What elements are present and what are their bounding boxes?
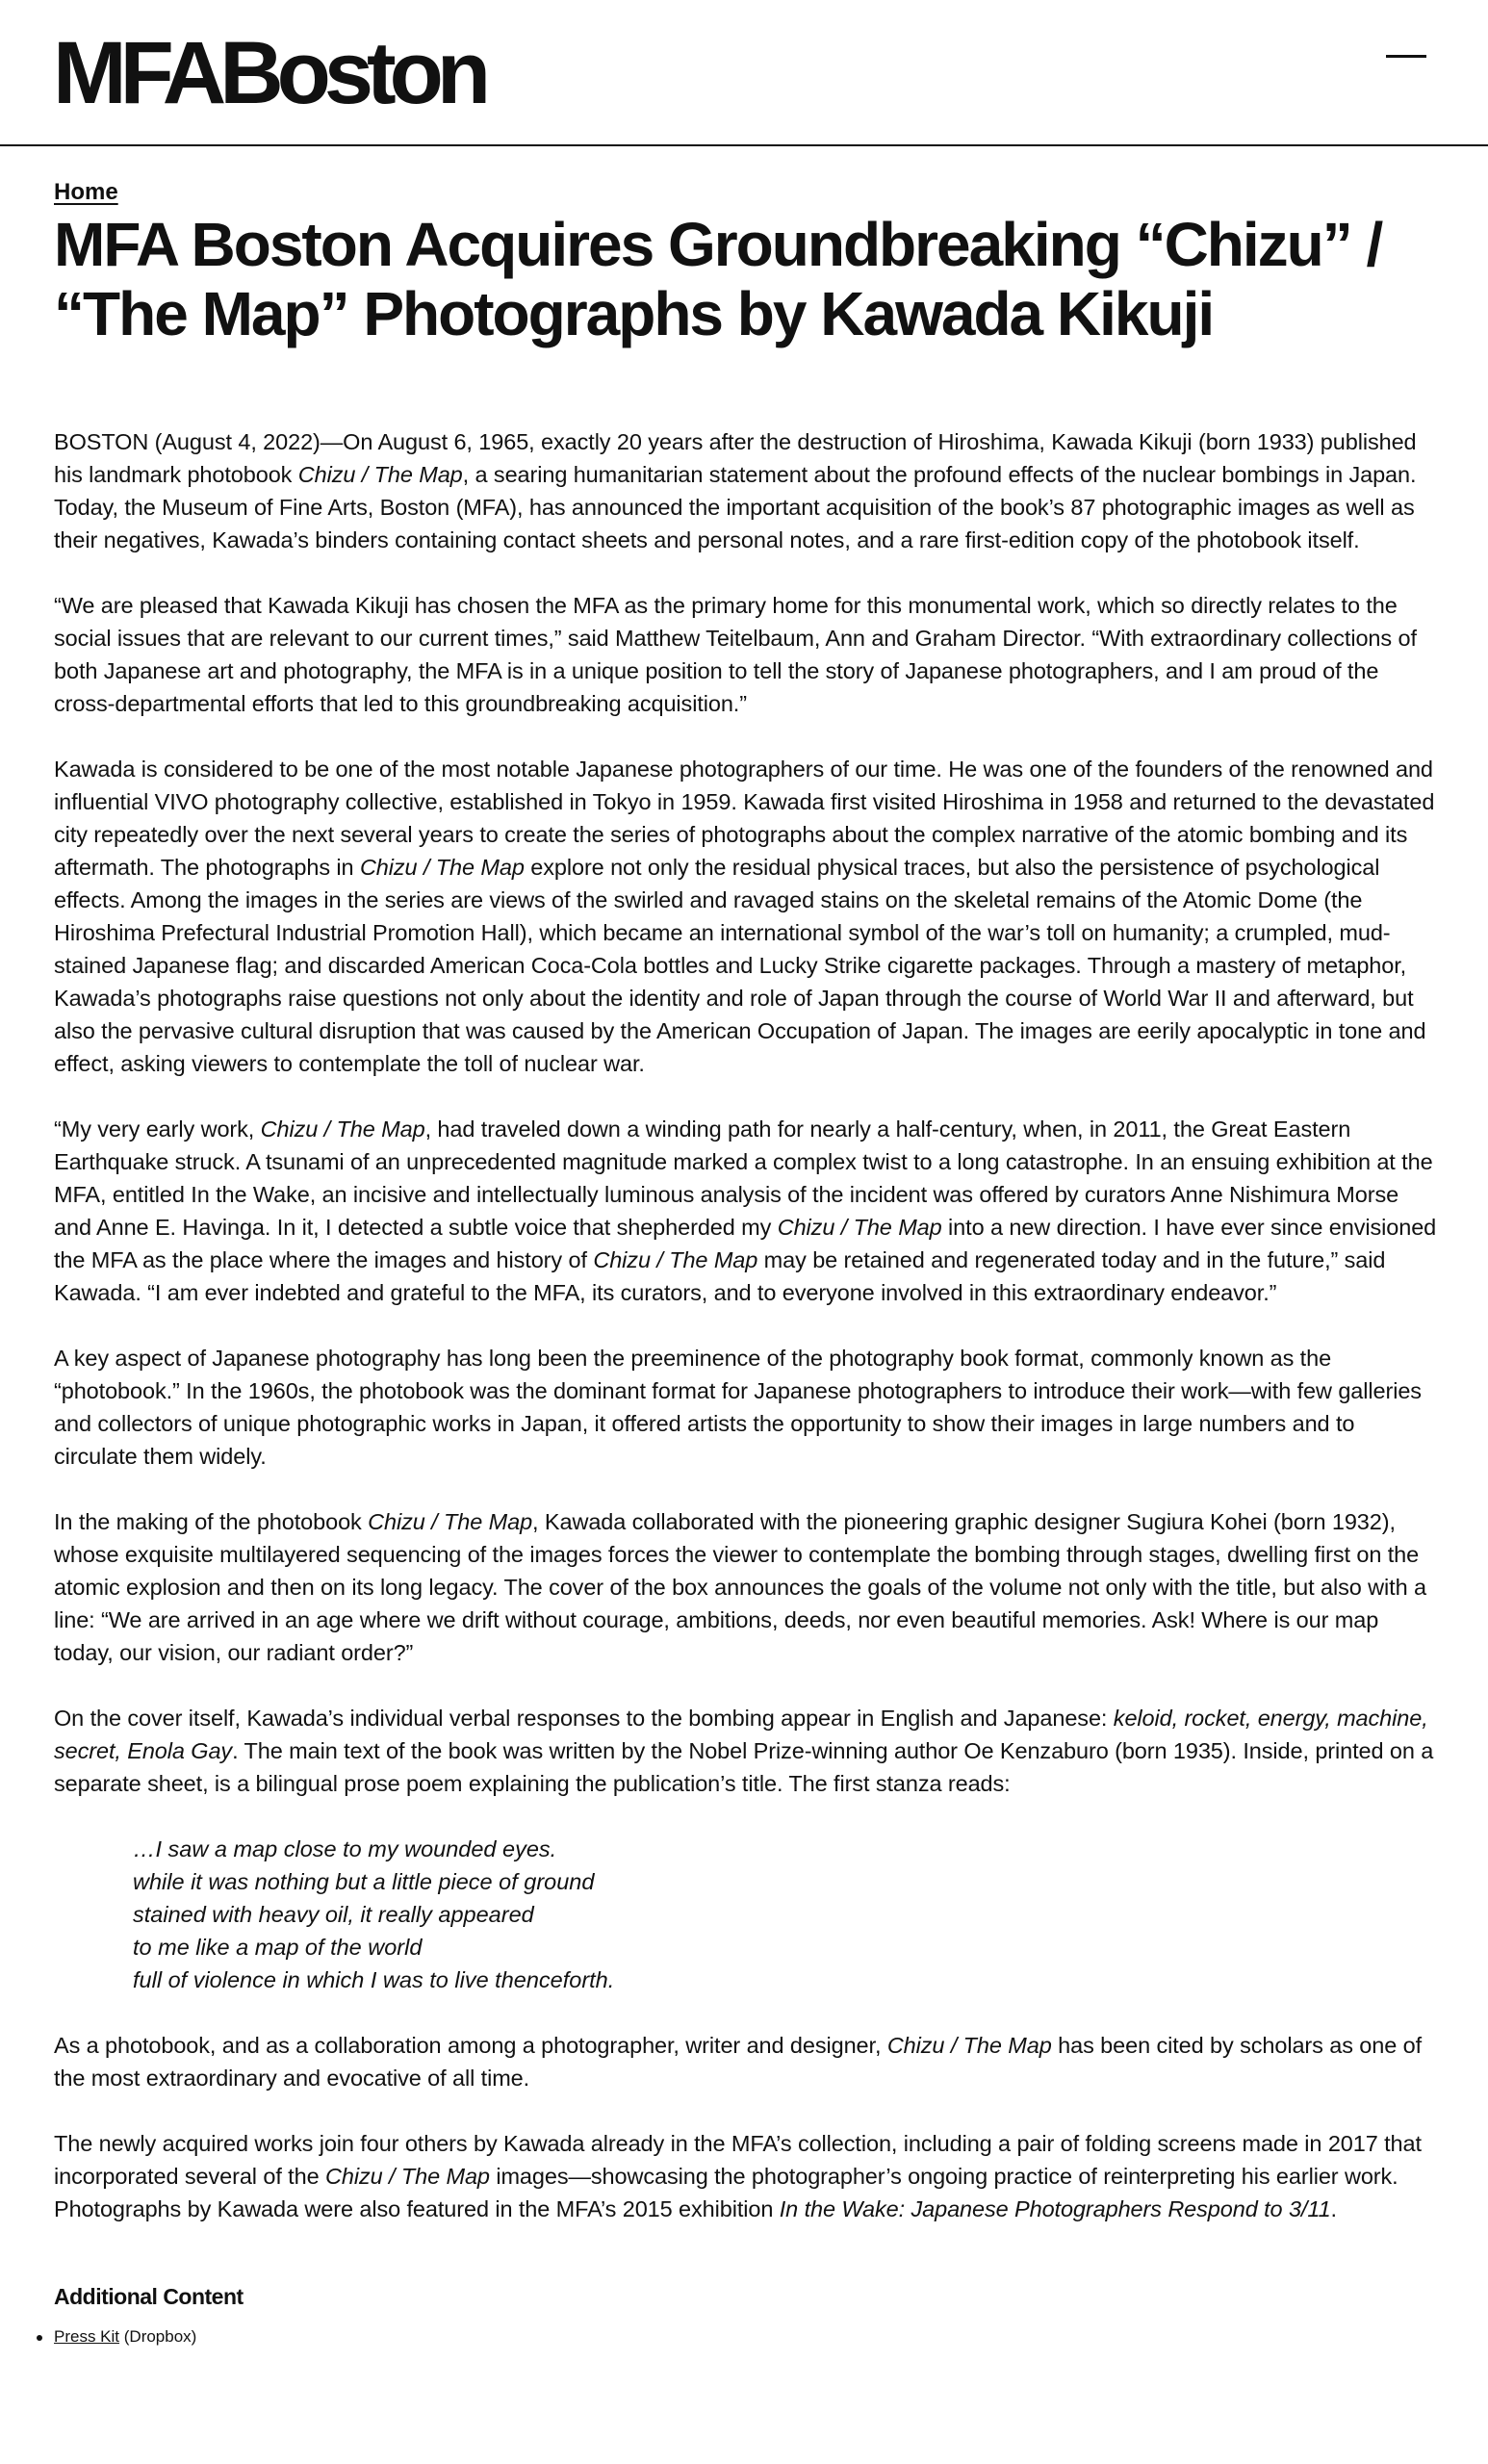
paragraph-2: “We are pleased that Kawada Kikuji has chosen the MFA as the primary home for this monumental work, which so directly relates to the social issues that are relevant to our current times,” said Matthew Teitelbaum, Ann and Graham Director. “With extraordinary collections of both Japanese art and photography, the MFA is in a unique position to tell the story of Japanese photographers, and I am proud of the cross-departmental efforts that led to this groundbreaking acquisition.”	[54, 593, 1417, 716]
breadcrumb-home-link[interactable]: Home	[54, 179, 118, 205]
poem-line: while it was nothing but a little piece of ground	[133, 1869, 595, 1894]
paragraph-5: A key aspect of Japanese photography has long been the preeminence of the photography book format, commonly known as the “photobook.” In the 1960s, the photobook was the dominant format for Japanese photographers to introduce their work—with few galleries and collectors of unique photographic works in Japan, it offered artists the opportunity to show their images in large numbers and to circulate them widely.	[54, 1346, 1422, 1469]
article-body	[54, 425, 1440, 2225]
mfa-boston-logo[interactable]: MFABoston	[53, 24, 485, 122]
press-kit-note: (Dropbox)	[119, 2327, 197, 2346]
poem-line: full of violence in which I was to live thenceforth.	[133, 1967, 615, 1992]
paragraph-9: The newly acquired works join four others by Kawada already in the MFA’s collection, including a pair of folding screens made in 2017 that incorporated several of the Chizu / The Map images—showcasing the photographer’s ongoing practice of reinterpreting his earlier work. Photographs by Kawada were also featured in the MFA’s 2015 exhibition In the Wake: Japanese Photographers Respond to 3/11.	[54, 2131, 1422, 2221]
press-kit-link[interactable]: Press Kit	[54, 2327, 120, 2346]
poem-line: …I saw a map close to my wounded eyes.	[133, 1836, 557, 1861]
paragraph-1: BOSTON (August 4, 2022)—On August 6, 1965, exactly 20 years after the destruction of Hiroshima, Kawada Kikuji (born 1933) published his landmark photobook Chizu / The Map, a searing humanitarian statement about the profound effects of the nuclear bombings in Japan. Today, the Museum of Fine Arts, Boston (MFA), has announced the important acquisition of the book’s 87 photographic images as well as their negatives, Kawada’s binders containing contact sheets and personal notes, and a rare first-edition copy of the photobook itself.	[54, 429, 1417, 552]
poem-stanza	[133, 1833, 1440, 1996]
paragraph-8: As a photobook, and as a collaboration among a photographer, writer and designer, Chizu / The Map has been cited by scholars as one of the most extraordinary and evocative of all time.	[54, 2033, 1423, 2091]
paragraph-4: “My very early work, Chizu / The Map, had traveled down a winding path for nearly a half-century, when, in 2011, the Great Eastern Earthquake struck. A tsunami of an unprecedented magnitude marked a complex twist to a long catastrophe. In an ensuing exhibition at the MFA, entitled In the Wake, an incisive and intellectually luminous analysis of the incident was offered by curators Anne Nishimura Morse and Anne E. Havinga. In it, I detected a subtle voice that shepherded my Chizu / The Map into a new direction. I have ever since envisioned the MFA as the place where the images and history of Chizu / The Map may be retained and regenerated today and in the future,” said Kawada. “I am ever indebted and grateful to the MFA, its curators, and to everyone involved in this extraordinary endeavor.”	[54, 1116, 1437, 1305]
menu-button[interactable]	[1386, 42, 1438, 71]
paragraph-3: Kawada is considered to be one of the most notable Japanese photographers of our time. He was one of the founders of the renowned and influential VIVO photography collective, established in Tokyo in 1959. Kawada first visited Hiroshima in 1958 and returned to the devastated city repeatedly over the next several years to create the series of photographs about the complex narrative of the atomic bombing and its aftermath. The photographs in Chizu / The Map explore not only the residual physical traces, but also the persistence of psychological effects. Among the images in the series are views of the swirled and ravaged stains on the skeletal remains of the Atomic Dome (the Hiroshima Prefectural Industrial Promotion Hall), which became an international symbol of the war’s toll on humanity; a crumpled, mud-stained Japanese flag; and discarded American Coca-Cola bottles and Lucky Strike cigarette packages. Through a mastery of metaphor, Kawada’s photographs raise questions not only about the identity and role of Japan through the course of World War II and afterward, but also the pervasive cultural disruption that was caused by the American Occupation of Japan. The images are eerily apocalyptic in tone and effect, asking viewers to contemplate the toll of nuclear war.	[54, 757, 1435, 1076]
list-item	[54, 2325, 1440, 2348]
paragraph-6: In the making of the photobook Chizu / The Map, Kawada collaborated with the pioneering graphic designer Sugiura Kohei (born 1932), whose exquisite multilayered sequencing of the images forces the viewer to contemplate the bombing through stages, dwelling first on the atomic explosion and then on its long legacy. The cover of the box announces the goals of the volume not only with the title, but also with a line: “We are arrived in an age where we drift without courage, ambitions, deeds, nor even beautiful memories. Ask! Where is our map today, our vision, our radiant order?”	[54, 1509, 1426, 1665]
additional-content-heading: Additional Content	[54, 2284, 244, 2309]
paragraph-7: On the cover itself, Kawada’s individual verbal responses to the bombing appear in English and Japanese: keloid, rocket, energy, machine, secret, Enola Gay. The main text of the book was written by the Nobel Prize-winning author Oe Kenzaburo (born 1935). Inside, printed on a separate sheet, is a bilingual prose poem explaining the publication’s title. The first stanza reads:	[54, 1706, 1434, 1796]
poem-line: stained with heavy oil, it really appeared	[133, 1902, 534, 1927]
site-header	[0, 0, 1488, 146]
page-title: MFA Boston Acquires Groundbreaking “Chizu” / “The Map” Photographs by Kawada Kikuji	[54, 210, 1382, 348]
additional-content-list	[54, 2325, 1440, 2348]
hamburger-menu-icon	[1386, 55, 1426, 58]
bullet-icon	[37, 2335, 42, 2341]
poem-line: to me like a map of the world	[133, 1935, 423, 1960]
main-content	[54, 177, 1440, 2348]
